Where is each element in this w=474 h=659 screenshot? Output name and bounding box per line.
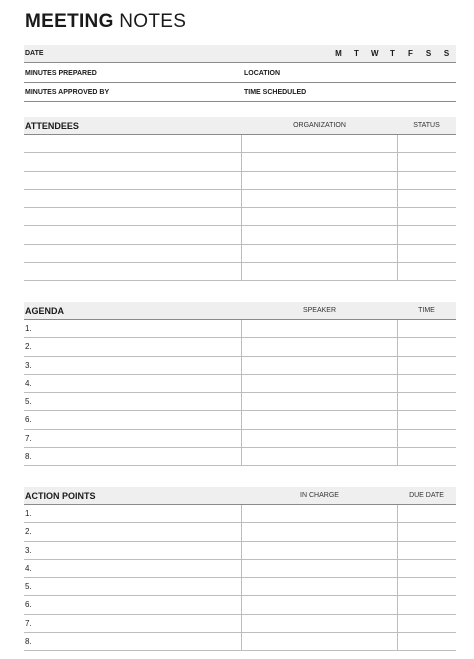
- row-number: 3.: [25, 545, 32, 555]
- list-item[interactable]: [24, 596, 456, 614]
- row-number: 6.: [25, 415, 32, 425]
- list-item[interactable]: [24, 505, 456, 523]
- day-fri[interactable]: F: [408, 49, 413, 58]
- day-sun[interactable]: S: [443, 49, 450, 58]
- day-tue[interactable]: T: [354, 49, 359, 58]
- list-item[interactable]: [24, 357, 456, 375]
- list-item[interactable]: [24, 542, 456, 560]
- agenda-title: AGENDA: [25, 306, 65, 316]
- list-item[interactable]: [24, 430, 456, 448]
- minutes-prepared-label: MINUTES PREPARED: [25, 70, 97, 77]
- title-light: NOTES: [119, 11, 187, 32]
- day-thu[interactable]: T: [390, 49, 395, 58]
- date-row[interactable]: [24, 45, 456, 63]
- date-label: DATE: [25, 50, 44, 57]
- in-charge-header: IN CHARGE: [300, 492, 339, 499]
- row-number: 6.: [25, 600, 32, 610]
- row-number: 7.: [25, 433, 32, 443]
- list-item[interactable]: [24, 393, 456, 411]
- action-points-title: ACTION POINTS: [25, 491, 96, 501]
- minutes-approved-label: MINUTES APPROVED BY: [25, 89, 110, 96]
- list-item[interactable]: [24, 338, 456, 356]
- list-item[interactable]: [24, 578, 456, 596]
- row-number: 7.: [25, 618, 32, 628]
- row-number: 2.: [25, 527, 32, 537]
- table-row[interactable]: [24, 226, 456, 244]
- weekday-selector: [335, 49, 450, 58]
- list-item[interactable]: [24, 560, 456, 578]
- agenda-rows: [24, 320, 456, 466]
- row-number: 2.: [25, 342, 32, 352]
- table-row[interactable]: [24, 135, 456, 153]
- attendees-section: [24, 117, 456, 281]
- table-row[interactable]: [24, 172, 456, 190]
- table-row[interactable]: [24, 153, 456, 171]
- row-number: 8.: [25, 637, 32, 647]
- table-row[interactable]: [24, 190, 456, 208]
- attendees-rows: [24, 135, 456, 281]
- time-scheduled-label: TIME SCHEDULED: [244, 89, 307, 96]
- row-number: 3.: [25, 360, 32, 370]
- status-header: STATUS: [413, 122, 440, 129]
- row-number: 4.: [25, 378, 32, 388]
- row-number: 1.: [25, 509, 32, 518]
- speaker-header: SPEAKER: [302, 307, 337, 314]
- action-points-rows: [24, 505, 456, 651]
- action-points-section: [24, 487, 456, 651]
- table-row[interactable]: [24, 245, 456, 263]
- organization-header: ORGANIZATION: [293, 122, 346, 129]
- table-row[interactable]: [24, 208, 456, 226]
- row-number: 5.: [25, 582, 32, 592]
- attendees-header: [24, 117, 456, 135]
- day-wed[interactable]: W: [371, 49, 379, 58]
- due-date-header: DUE DATE: [409, 492, 444, 499]
- list-item[interactable]: [24, 633, 456, 651]
- table-row[interactable]: [24, 263, 456, 281]
- list-item[interactable]: [24, 615, 456, 633]
- page-title: [25, 11, 186, 33]
- action-points-header: [24, 487, 456, 505]
- day-mon[interactable]: M: [335, 49, 342, 58]
- time-header: TIME: [418, 307, 435, 314]
- list-item[interactable]: [24, 448, 456, 466]
- row-number: 5.: [25, 397, 32, 407]
- row-number: 8.: [25, 452, 32, 462]
- row-number: 1.: [25, 324, 32, 333]
- attendees-title: ATTENDEES: [25, 121, 79, 131]
- list-item[interactable]: [24, 320, 456, 338]
- agenda-header: [24, 302, 456, 320]
- title-bold: MEETING: [25, 11, 114, 32]
- agenda-section: [24, 302, 456, 466]
- minutes-approved-line[interactable]: [24, 101, 456, 102]
- day-sat[interactable]: S: [425, 49, 432, 58]
- location-label: LOCATION: [244, 70, 281, 77]
- list-item[interactable]: [24, 375, 456, 393]
- minutes-prepared-line[interactable]: [24, 82, 456, 83]
- list-item[interactable]: [24, 523, 456, 541]
- list-item[interactable]: [24, 411, 456, 429]
- row-number: 4.: [25, 563, 32, 573]
